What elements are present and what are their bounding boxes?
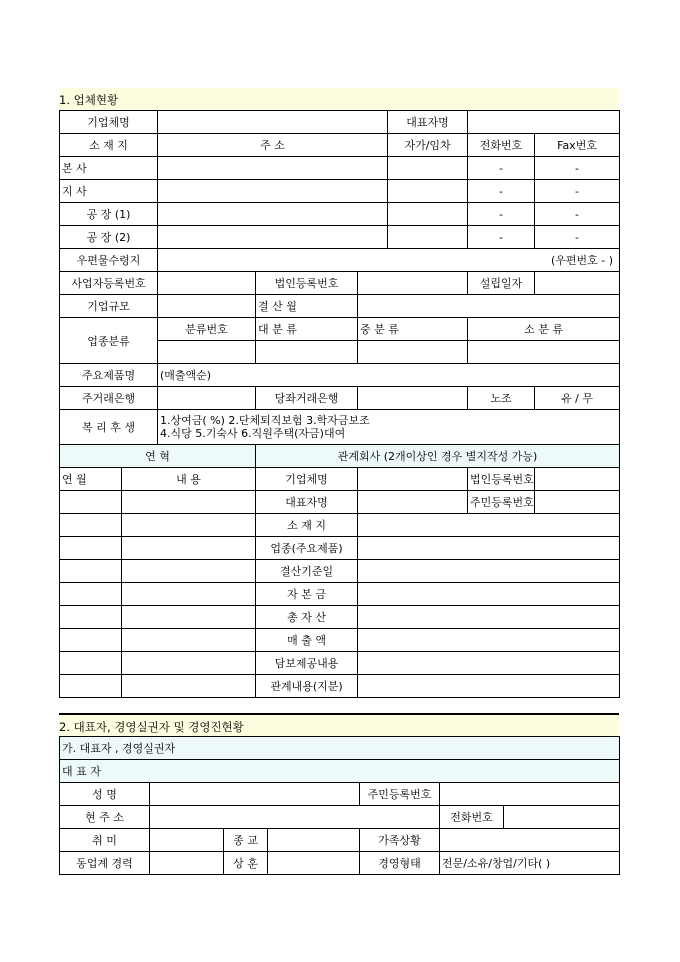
ceo-name-field[interactable] [468, 111, 620, 134]
postcode-field[interactable]: (우편번호 - ) [158, 249, 620, 272]
aff-relationship-field[interactable] [358, 675, 620, 698]
history-content-cell[interactable] [122, 491, 256, 514]
history-year-cell[interactable] [60, 606, 122, 629]
aff-settlement-date-label: 결산기준일 [256, 560, 358, 583]
class-no-label: 분류번호 [158, 318, 256, 341]
year-month-label: 연 월 [60, 468, 122, 491]
factory1-phone[interactable]: - [468, 203, 535, 226]
rep-family-field[interactable] [440, 829, 620, 852]
union-label: 노조 [468, 387, 535, 410]
history-label: 연 혁 [60, 445, 256, 468]
affiliate-label: 관계회사 (2개이상인 경우 별지작성 가능) [256, 445, 620, 468]
branch-label: 지 사 [60, 180, 158, 203]
branch-fax[interactable]: - [535, 180, 620, 203]
rep-religion-field[interactable] [268, 829, 360, 852]
middle-class-label: 중 분 류 [358, 318, 468, 341]
aff-resident-no-field[interactable] [535, 491, 620, 514]
company-status-table [59, 110, 620, 698]
welfare-field[interactable] [158, 410, 620, 445]
main-products-label: 주요제품명 [60, 364, 158, 387]
founded-label: 설립일자 [468, 272, 535, 295]
aff-ceo-name-label: 대표자명 [256, 491, 358, 514]
mail-address-label: 우편물수령지 [60, 249, 158, 272]
rep-family-label: 가족상황 [360, 829, 440, 852]
section-1-title: 1. 업체현황 [59, 88, 619, 110]
minor-class-label: 소 분 류 [468, 318, 620, 341]
union-field[interactable]: 유 / 무 [535, 387, 620, 410]
aff-sales-label: 매 출 액 [256, 629, 358, 652]
industry-label: 업종분류 [60, 318, 158, 364]
factory2-own-rent[interactable] [388, 226, 468, 249]
settlement-field[interactable] [358, 295, 620, 318]
rep-name-label: 성 명 [60, 783, 150, 806]
history-content-cell[interactable] [122, 537, 256, 560]
major-class-label: 대 분 류 [256, 318, 358, 341]
rep-hobby-field[interactable] [150, 829, 224, 852]
aff-collateral-label: 담보제공내용 [256, 652, 358, 675]
head-office-address[interactable] [158, 157, 388, 180]
history-content-cell[interactable] [122, 583, 256, 606]
rep-phone-field[interactable] [504, 806, 620, 829]
aff-collateral-field[interactable] [358, 652, 620, 675]
history-year-cell[interactable] [60, 491, 122, 514]
company-size-label: 기업규모 [60, 295, 158, 318]
ceo-name-label: 대표자명 [388, 111, 468, 134]
aff-relationship-label: 관계내용(지분) [256, 675, 358, 698]
history-year-cell[interactable] [60, 514, 122, 537]
minor-class-field[interactable] [468, 341, 620, 364]
aff-corp-reg-no-field[interactable] [535, 468, 620, 491]
aff-total-assets-field[interactable] [358, 606, 620, 629]
rep-resident-no-field[interactable] [440, 783, 620, 806]
main-bank-field[interactable] [158, 387, 256, 410]
history-year-cell[interactable] [60, 652, 122, 675]
branch-own-rent[interactable] [388, 180, 468, 203]
aff-industry-field[interactable] [358, 537, 620, 560]
factory1-fax[interactable]: - [535, 203, 620, 226]
management-table [59, 736, 620, 875]
aff-location-label: 소 재 지 [256, 514, 358, 537]
welfare-line-1: 1.상여금( %) 2.단체퇴직보험 3.학자금보조 [160, 414, 370, 427]
history-content-cell[interactable] [122, 606, 256, 629]
location-label: 소 재 지 [60, 134, 158, 157]
rep-name-field[interactable] [150, 783, 360, 806]
history-content-cell[interactable] [122, 629, 256, 652]
company-name-field[interactable] [158, 111, 388, 134]
aff-settlement-date-field[interactable] [358, 560, 620, 583]
history-content-cell[interactable] [122, 652, 256, 675]
factory2-label: 공 장 (2) [60, 226, 158, 249]
aff-capital-label: 자 본 금 [256, 583, 358, 606]
aff-capital-field[interactable] [358, 583, 620, 606]
content-label: 내 용 [122, 468, 256, 491]
welfare-label: 복 리 후 생 [60, 410, 158, 445]
corp-reg-no-field[interactable] [358, 272, 468, 295]
rep-mgmt-type-label: 경영형태 [360, 852, 440, 875]
factory2-fax[interactable]: - [535, 226, 620, 249]
history-year-cell[interactable] [60, 583, 122, 606]
aff-location-field[interactable] [358, 514, 620, 537]
factory2-phone[interactable]: - [468, 226, 535, 249]
rep-resident-no-label: 주민등록번호 [360, 783, 440, 806]
aff-ceo-name-field[interactable] [358, 491, 468, 514]
history-year-cell[interactable] [60, 537, 122, 560]
aff-company-name-field[interactable] [358, 468, 468, 491]
settlement-label: 결 산 월 [256, 295, 358, 318]
rep-experience-label: 동업계 경력 [60, 852, 150, 875]
history-content-cell[interactable] [122, 560, 256, 583]
class-no-field[interactable] [158, 341, 256, 364]
address-label: 주 소 [158, 134, 388, 157]
main-bank-label: 주거래은행 [60, 387, 158, 410]
head-office-fax[interactable]: - [535, 157, 620, 180]
history-year-cell[interactable] [60, 560, 122, 583]
branch-address[interactable] [158, 180, 388, 203]
aff-corp-reg-no-label: 법인등록번호 [468, 468, 535, 491]
head-office-label: 본 사 [60, 157, 158, 180]
aff-sales-field[interactable] [358, 629, 620, 652]
fax-label: Fax번호 [535, 134, 620, 157]
head-office-own-rent[interactable] [388, 157, 468, 180]
biz-reg-no-field[interactable] [158, 272, 256, 295]
company-size-field[interactable] [158, 295, 256, 318]
current-bank-label: 당좌거래은행 [256, 387, 358, 410]
factory2-address[interactable] [158, 226, 388, 249]
rep-awards-label: 상 훈 [224, 852, 268, 875]
factory1-label: 공 장 (1) [60, 203, 158, 226]
rep-phone-label: 전화번호 [440, 806, 504, 829]
history-content-cell[interactable] [122, 675, 256, 698]
company-name-label: 기업체명 [60, 111, 158, 134]
main-products-field[interactable]: (매출액순) [158, 364, 620, 387]
rep-address-field[interactable] [150, 806, 440, 829]
factory1-own-rent[interactable] [388, 203, 468, 226]
factory1-address[interactable] [158, 203, 388, 226]
welfare-line-2: 4.식당 5.기숙사 6.직원주택(자금)대여 [160, 427, 346, 440]
rep-mgmt-type-field[interactable]: 전문/소유/창업/기타( ) [440, 852, 620, 875]
aff-resident-no-label: 주민등록번호 [468, 491, 535, 514]
head-office-phone[interactable]: - [468, 157, 535, 180]
corp-reg-no-label: 법인등록번호 [256, 272, 358, 295]
rep-religion-label: 종 교 [224, 829, 268, 852]
rep-label: 대 표 자 [60, 760, 620, 783]
aff-company-name-label: 기업체명 [256, 468, 358, 491]
branch-phone[interactable]: - [468, 180, 535, 203]
own-rent-label: 자가/임차 [388, 134, 468, 157]
founded-field[interactable] [535, 272, 620, 295]
history-year-cell[interactable] [60, 629, 122, 652]
history-content-cell[interactable] [122, 514, 256, 537]
section-2-title: 2. 대표자, 경영실권자 및 경영진현황 [59, 713, 619, 737]
aff-industry-label: 업종(주요제품) [256, 537, 358, 560]
sub-section-title: 가. 대표자 , 경영실권자 [60, 737, 620, 760]
rep-experience-field[interactable] [150, 852, 224, 875]
phone-label: 전화번호 [468, 134, 535, 157]
history-year-cell[interactable] [60, 675, 122, 698]
current-bank-field[interactable] [358, 387, 468, 410]
biz-reg-no-label: 사업자등록번호 [60, 272, 158, 295]
rep-awards-field[interactable] [268, 852, 360, 875]
rep-address-label: 현 주 소 [60, 806, 150, 829]
major-class-field[interactable] [256, 341, 358, 364]
aff-total-assets-label: 총 자 산 [256, 606, 358, 629]
rep-hobby-label: 취 미 [60, 829, 150, 852]
middle-class-field[interactable] [358, 341, 468, 364]
